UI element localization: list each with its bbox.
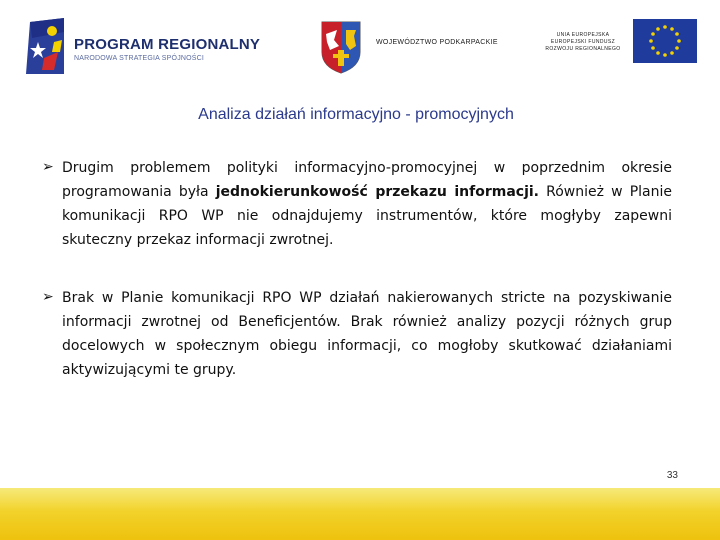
bullet-1-emphasis: jednokierunkowość przekazu informacji. <box>215 184 539 200</box>
program-regionalny-logo <box>24 16 261 78</box>
page-number: 33 <box>666 470 678 481</box>
bullet-1-text-before: Drugim problemem polityki informacyjno-promocyjnej w poprzednim okresie programowania była <box>62 160 672 200</box>
region-name: WOJEWÓDZTWO PODKARPACKIE <box>376 39 498 46</box>
eu-flag-icon <box>633 19 697 63</box>
eu-label-line1: UNIA EUROPEJSKA <box>556 32 610 38</box>
eu-label <box>536 32 630 53</box>
program-logo-title: PROGRAM REGIONALNY <box>74 36 261 53</box>
eu-label-line3: ROZWOJU REGIONALNEGO <box>545 46 621 52</box>
arrow-bullet-icon: ➢ <box>42 158 54 174</box>
program-logo-subtitle: NARODOWA STRATEGIA SPÓJNOŚCI <box>74 55 205 62</box>
slide-title: Analiza działań informacyjno - promocyjnych <box>198 106 514 123</box>
bullet-text-2: Brak w Planie komunikacji RPO WP działań nakierowanych stricte na pozyskiwanie informacji zwrotnej od Beneficjentów. Brak również analizy pozycji różnych grup docelowych w społecznym obiegu informacji, co mogłoby skutkować działaniami aktywizującymi te grupy. <box>62 290 672 378</box>
arrow-bullet-icon: ➢ <box>42 288 54 304</box>
bullet-item-1 <box>42 156 672 252</box>
coat-of-arms-icon <box>320 20 362 74</box>
program-flag-icon <box>24 18 68 74</box>
bottom-decorative-band <box>0 488 720 540</box>
eu-label-line2: EUROPEJSKI FUNDUSZ <box>550 39 616 45</box>
bullet-1-text-after: Również w Planie komunikacji RPO WP nie odnajdujemy instrumentów, które mogłyby zapewni skuteczny przekaz informacji zwrotnej. <box>62 184 672 248</box>
bullet-item-2 <box>42 286 672 382</box>
bullet-text-1 <box>62 156 672 252</box>
